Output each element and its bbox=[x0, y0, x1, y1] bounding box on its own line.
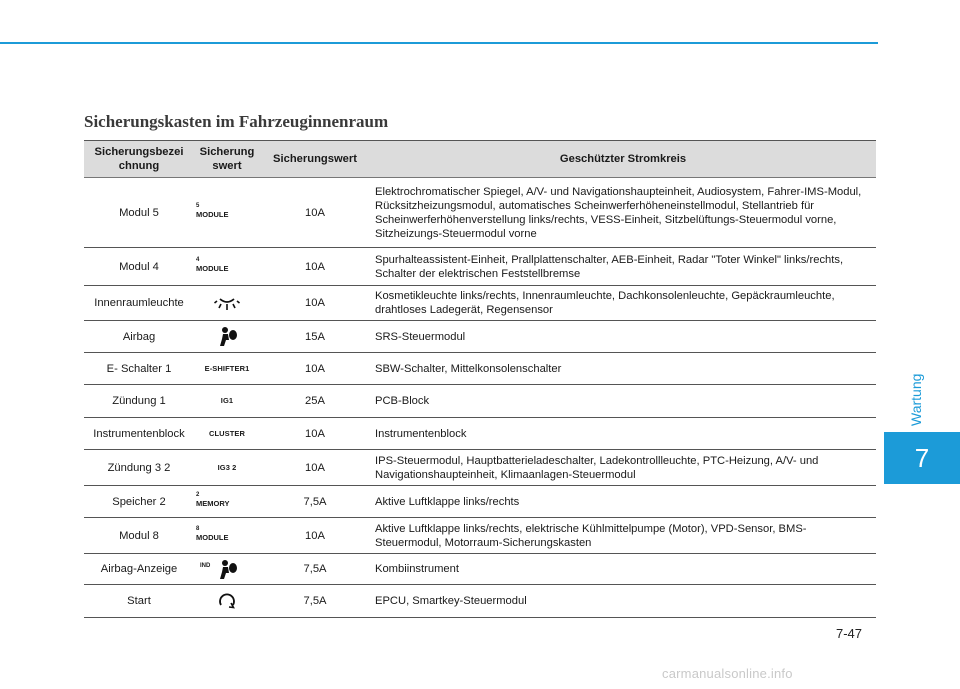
fuse-symbol bbox=[194, 286, 260, 321]
protected-circuit: Instrumentenblock bbox=[370, 418, 876, 450]
protected-circuit: Aktive Luftklappe links/rechts bbox=[370, 486, 876, 518]
table-row bbox=[84, 418, 876, 450]
fuse-symbol bbox=[194, 554, 260, 585]
ig3-symbol: IG3 2 bbox=[217, 462, 237, 472]
page-title: Sicherungskasten im Fahrzeuginnenraum bbox=[84, 112, 389, 131]
header-fuse-name: Sicherungsbezei chnung bbox=[84, 141, 194, 178]
ind-label: IND bbox=[200, 563, 211, 569]
module-symbol: 8 MODULE bbox=[196, 525, 229, 542]
top-rule bbox=[0, 42, 878, 44]
fuse-rating: 10A bbox=[260, 518, 370, 554]
protected-circuit: PCB-Block bbox=[370, 385, 876, 418]
start-icon bbox=[216, 590, 238, 612]
table-row bbox=[84, 353, 876, 385]
fuse-name: Modul 5 bbox=[84, 178, 194, 248]
header-protected-circuit: Geschützter Stromkreis bbox=[370, 141, 876, 178]
fuse-symbol bbox=[194, 486, 260, 518]
fuse-table bbox=[84, 140, 876, 618]
table-row bbox=[84, 321, 876, 353]
fuse-rating: 7,5A bbox=[260, 585, 370, 618]
fuse-symbol bbox=[194, 178, 260, 248]
watermark: carmanualsonline.info bbox=[662, 666, 793, 681]
dome-lamp-icon bbox=[214, 294, 240, 312]
fuse-rating: 10A bbox=[260, 450, 370, 486]
page-number: 7-47 bbox=[836, 626, 863, 641]
fuse-name: Airbag bbox=[84, 321, 194, 353]
fuse-rating: 25A bbox=[260, 385, 370, 418]
protected-circuit: Aktive Luftklappe links/rechts, elektrische Kühlmittelpumpe (Motor), VPD-Sensor, BMS-Steuermodul, Motorraum-Sicherungskasten bbox=[370, 518, 876, 554]
fuse-rating: 10A bbox=[260, 353, 370, 385]
protected-circuit: Spurhalteassistent-Einheit, Prallplattenschalter, AEB-Einheit, Radar "Toter Winkel" links/rechts, Schalter der elektrischen Feststellbremse bbox=[370, 248, 876, 286]
fuse-rating: 10A bbox=[260, 178, 370, 248]
cluster-symbol: CLUSTER bbox=[208, 428, 246, 438]
fuse-rating: 10A bbox=[260, 248, 370, 286]
table-row bbox=[84, 248, 876, 286]
airbag-icon bbox=[214, 326, 240, 348]
protected-circuit: EPCU, Smartkey-Steuermodul bbox=[370, 585, 876, 618]
protected-circuit: Kosmetikleuchte links/rechts, Innenraumleuchte, Dachkonsolenleuchte, Gepäckraumleuchte, drahtloses Ladegerät, Regensensor bbox=[370, 286, 876, 321]
e-shifter-symbol: E-SHIFTER1 bbox=[204, 363, 250, 373]
protected-circuit: IPS-Steuermodul, Hauptbatterieladeschalter, Ladekontrollleuchte, PTC-Heizung, A/V- und Navigationshaupteinheit, Klimaanlagen-Steuermodul bbox=[370, 450, 876, 486]
table-row bbox=[84, 518, 876, 554]
fuse-rating: 7,5A bbox=[260, 486, 370, 518]
fuse-symbol bbox=[194, 450, 260, 486]
fuse-rating: 10A bbox=[260, 418, 370, 450]
header-fuse-rating: Sicherungswert bbox=[260, 141, 370, 178]
table-row bbox=[84, 286, 876, 321]
fuse-symbol bbox=[194, 418, 260, 450]
table-row bbox=[84, 178, 876, 248]
fuse-name: Speicher 2 bbox=[84, 486, 194, 518]
table-row bbox=[84, 450, 876, 486]
memory-symbol: 2 MEMORY bbox=[196, 491, 230, 508]
fuse-name: Zündung 1 bbox=[84, 385, 194, 418]
table-row bbox=[84, 585, 876, 618]
fuse-name: Start bbox=[84, 585, 194, 618]
table-row bbox=[84, 385, 876, 418]
ig1-symbol: IG1 bbox=[220, 396, 234, 405]
module-symbol: 5 MODULE bbox=[196, 202, 229, 219]
fuse-rating: 15A bbox=[260, 321, 370, 353]
module-symbol: 4 MODULE bbox=[196, 256, 229, 273]
fuse-symbol bbox=[194, 248, 260, 286]
fuse-name: Airbag-Anzeige bbox=[84, 554, 194, 585]
table-row bbox=[84, 486, 876, 518]
fuse-symbol bbox=[194, 518, 260, 554]
fuse-symbol bbox=[194, 353, 260, 385]
table-row bbox=[84, 554, 876, 585]
protected-circuit: SRS-Steuermodul bbox=[370, 321, 876, 353]
fuse-name: Zündung 3 2 bbox=[84, 450, 194, 486]
fuse-symbol bbox=[194, 385, 260, 418]
fuse-name: Instrumentenblock bbox=[84, 418, 194, 450]
section-side-label: Wartung bbox=[908, 373, 924, 427]
fuse-name: E- Schalter 1 bbox=[84, 353, 194, 385]
fuse-symbol bbox=[194, 321, 260, 353]
protected-circuit: SBW-Schalter, Mittelkonsolenschalter bbox=[370, 353, 876, 385]
airbag-indicator-icon bbox=[214, 558, 240, 580]
protected-circuit: Kombiinstrument bbox=[370, 554, 876, 585]
fuse-symbol bbox=[194, 585, 260, 618]
fuse-name: Modul 8 bbox=[84, 518, 194, 554]
protected-circuit: Elektrochromatischer Spiegel, A/V- und Navigationshaupteinheit, Audiosystem, Fahrer-IMS-Modul, Rücksitzheizungsmodul, automatisches Scheinwerferhöheneinstellmodul, Stellantrieb für Scheinwerferhöhenverstellung links/rechts, VESS-Einheit, Sitzbelüftungs-Steuermodul vorne, Sitzheizungs-Steuermodul vorne bbox=[370, 178, 876, 248]
fuse-rating: 7,5A bbox=[260, 554, 370, 585]
fuse-name: Innenraumleuchte bbox=[84, 286, 194, 321]
table-header-row bbox=[84, 141, 876, 178]
header-fuse-symbol: Sicherung swert bbox=[194, 141, 260, 178]
fuse-name: Modul 4 bbox=[84, 248, 194, 286]
chapter-number: 7 bbox=[884, 432, 960, 484]
fuse-rating: 10A bbox=[260, 286, 370, 321]
